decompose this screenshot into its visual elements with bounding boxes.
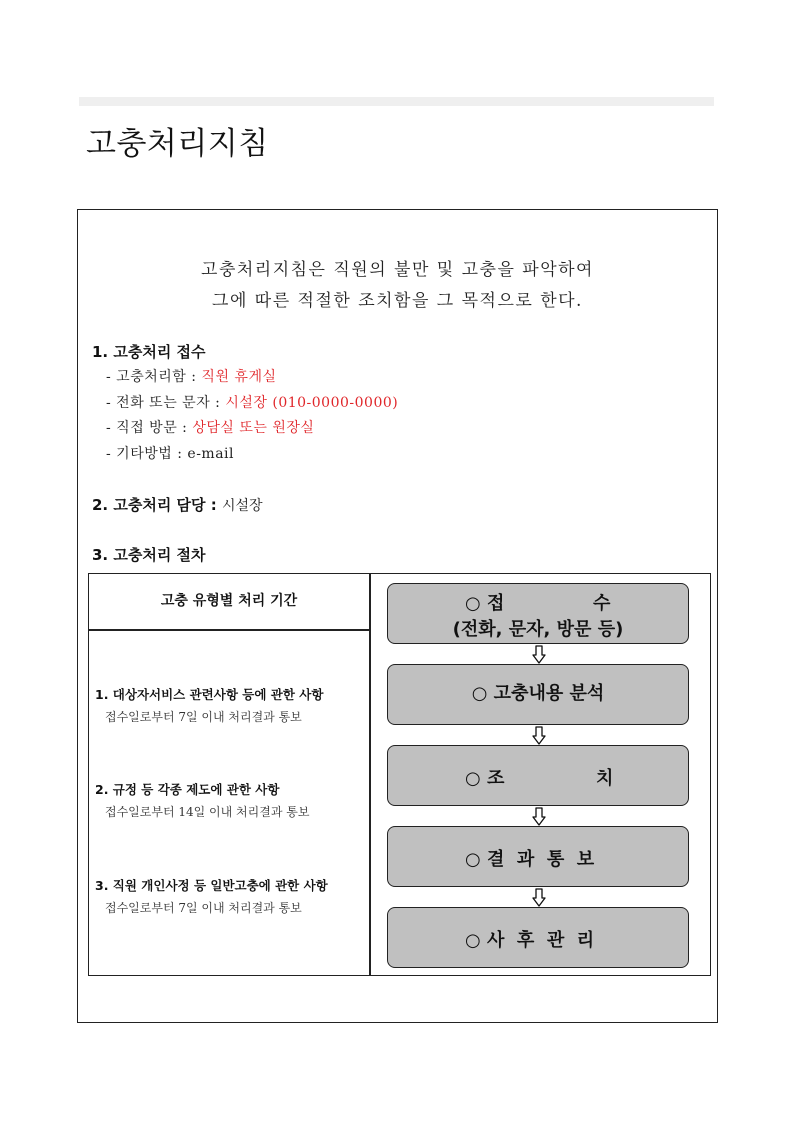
receipt-item-label: - 기타방법 : <box>106 446 188 462</box>
section-1-heading: 1. 고충처리 접수 <box>92 343 206 361</box>
column-divider <box>369 574 371 975</box>
receipt-item-box <box>106 366 277 386</box>
type-1-desc: 접수일로부터 7일 이내 처리결과 통보 <box>105 710 302 724</box>
step-receipt <box>387 583 689 644</box>
receipt-item-label: - 고충처리함 : <box>106 369 202 385</box>
type-2-title: 2. 규정 등 각종 제도에 관한 사항 <box>95 782 280 797</box>
step-notification <box>387 826 689 887</box>
receipt-item-value: e-mail <box>187 446 234 462</box>
type-3-desc: 접수일로부터 7일 이내 처리결과 통보 <box>105 901 302 915</box>
receipt-item-visit <box>106 417 314 437</box>
top-divider <box>79 97 714 106</box>
receipt-item-label: - 직접 방문 : <box>106 420 193 436</box>
receipt-item-other <box>106 443 234 463</box>
step-notification-label: ○ 결 과 통 보 <box>465 849 595 870</box>
receipt-item-label: - 전화 또는 문자 : <box>106 395 226 411</box>
down-arrow-icon <box>532 888 546 907</box>
intro-line-2: 그에 따른 적절한 조치함을 그 목적으로 한다. <box>212 291 583 311</box>
page-title: 고충처리지침 <box>86 126 269 162</box>
receipt-item-phone <box>106 392 398 412</box>
header-divider <box>89 629 369 631</box>
down-arrow-icon <box>532 726 546 745</box>
intro-line-1: 고충처리지침은 직원의 불만 및 고충을 파악하여 <box>201 260 594 280</box>
step-action-label-b: 치 <box>596 768 614 789</box>
section-3-heading: 3. 고충처리 절차 <box>92 546 206 564</box>
step-receipt-label-b: 수 <box>593 593 611 614</box>
section-2-heading <box>92 494 263 515</box>
receipt-item-value: 상담실 또는 원장실 <box>192 420 315 436</box>
step-action <box>387 745 689 806</box>
down-arrow-icon <box>532 807 546 826</box>
step-receipt-sub: (전화, 문자, 방문 등) <box>452 619 624 640</box>
type-3-title: 3. 직원 개인사정 등 일반고충에 관한 사항 <box>95 878 328 893</box>
receipt-item-value: 시설장 (010-0000-0000) <box>225 395 399 411</box>
step-followup <box>387 907 689 968</box>
procedure-table <box>88 573 711 976</box>
step-followup-label: ○ 사 후 관 리 <box>465 930 595 951</box>
receipt-item-value: 직원 휴게실 <box>201 369 277 385</box>
step-analysis <box>387 664 689 725</box>
step-receipt-label-a: ○ 접 <box>465 593 505 614</box>
step-analysis-label: ○ 고충내용 분석 <box>471 683 605 704</box>
section-2-value: 시설장 <box>221 498 263 514</box>
content-frame <box>77 209 718 1023</box>
down-arrow-icon <box>532 645 546 664</box>
period-header: 고충 유형별 처리 기간 <box>160 593 298 609</box>
type-2-desc: 접수일로부터 14일 이내 처리결과 통보 <box>105 805 310 819</box>
type-1-title: 1. 대상자서비스 관련사항 등에 관한 사항 <box>95 687 324 702</box>
step-action-label-a: ○ 조 <box>465 768 505 789</box>
section-2-label: 2. 고충처리 담당 : <box>92 496 222 514</box>
